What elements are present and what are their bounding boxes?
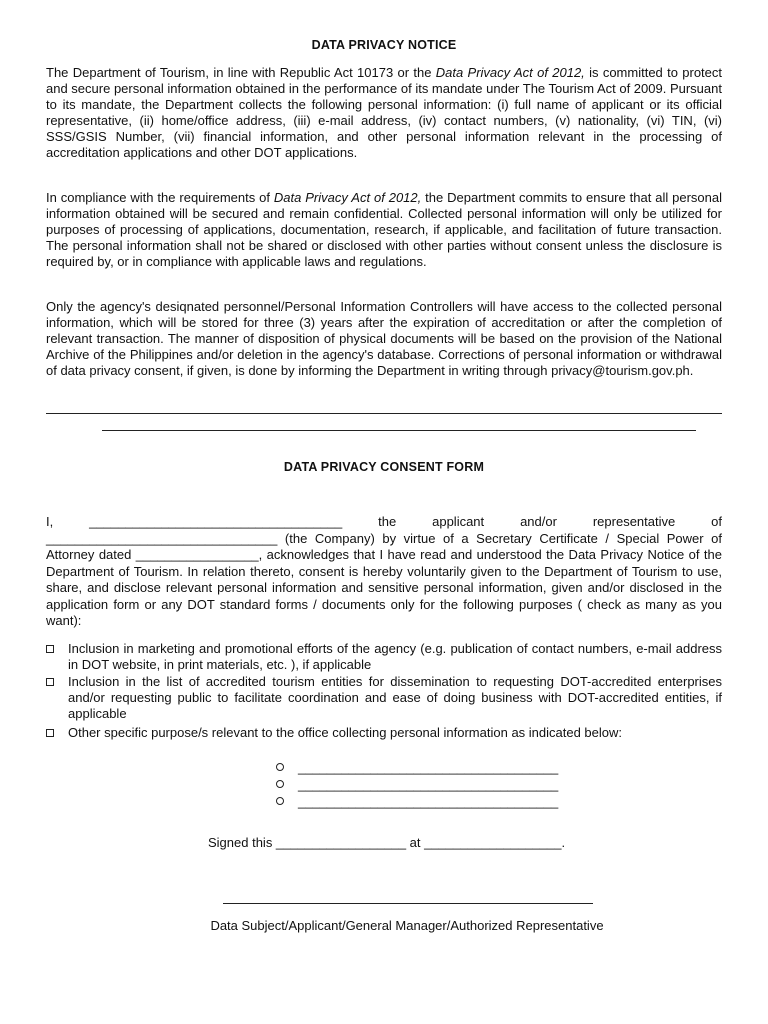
bullet-circle-icon <box>276 780 284 788</box>
signed-date-place[interactable]: Signed this __________________ at ___________________. <box>208 835 566 850</box>
purpose-option-3[interactable] <box>46 725 722 743</box>
blank-line: ____________________________________ <box>298 777 559 792</box>
purpose-option-3-label: Other specific purpose/s relevant to the office collecting personal information as indicated below: <box>68 725 623 740</box>
bullet-circle-icon <box>276 763 284 771</box>
checkbox-icon[interactable] <box>46 729 54 737</box>
notice-paragraph-2 <box>46 190 722 270</box>
other-purpose-line-2[interactable] <box>276 777 558 793</box>
consent-body: I, ___________________________________ the applicant and/or representative of ________________________________ (the Company) by virtue of a Secretary Certificate / Special Power of Attorney dated _________________, acknowledges that I have read and understood the Data Privacy Notice of the Department of Tourism. In relation thereto, consent is hereby voluntarily given to the Department of Tourism to use, share, and disclose relevant personal information and sensitive personal information, given and/or disclosed in the application form or any DOT standard forms / documents only for the following purposes ( check as many as you want): <box>46 514 722 628</box>
notice-paragraph-1 <box>46 65 722 160</box>
act-name: Data Privacy Act of 2012, <box>435 65 585 80</box>
blank-line: ____________________________________ <box>298 794 559 809</box>
p1-end: is committed to protect and secure personal information obtained in the performance of its mandate under The Tourism Act of 2009. Pursuant to its mandate, the Department collects the following personal information: (i) full name of applicant or its official representative, (ii) home/office address, (iii) e-mail address, (iv) contact numbers, (v) nationality, (vi) TIN, (vi) SSS/GSIS Number, (vii) financial information, and other personal information relevant in the processing of accreditation applications and other DOT applications. <box>46 65 722 160</box>
notice-paragraph-3: Only the agency's desiqnated personnel/Personal Information Controllers will have access to the collected personal information, which will be stored for three (3) years after the expiration of accreditation or after the completion of relevant transaction. The manner of disposition of physical documents will be based on the provision of the National Archive of the Philippines and/or deletion in the agency's database. Corrections of personal information or withdrawal of data privacy consent, if given, is done by informing the Department in writing through privacy@tourism.gov.ph. <box>46 299 722 378</box>
purpose-option-2[interactable] <box>46 674 722 724</box>
purpose-option-1-label: Inclusion in marketing and promotional efforts of the agency (e.g. publication of contact numbers, e-mail address in DOT website, in print materials, etc. ), if applicable <box>68 641 722 673</box>
checkbox-icon[interactable] <box>46 678 54 686</box>
divider-rule-short <box>102 430 696 431</box>
p2-start: In compliance with the requirements of <box>46 190 274 205</box>
p2-end: the Department commits to ensure that all personal information obtained will be secured and remain confidential. Collected personal information will only be utilized for purposes of processing of applications, documentation, research, if applicable, and facilitation of future transaction. The personal information shall not be shared or disclosed with other parties without consent unless the disclosure is required by, or in compliance with applicable laws and regulations. <box>46 190 722 269</box>
other-purpose-line-3[interactable] <box>276 794 558 810</box>
blank-line: ____________________________________ <box>298 760 559 775</box>
purpose-option-2-label: Inclusion in the list of accredited tourism entities for dissemination to requesting DOT-accredited enterprises and/or requesting public to facilitate coordination and ease of doing business with DOT-accredited entities, if applicable <box>68 674 722 722</box>
signature-caption: Data Subject/Applicant/General Manager/Authorized Representative <box>210 918 604 933</box>
other-purpose-line-1[interactable] <box>276 760 558 776</box>
signature-line[interactable] <box>223 903 593 904</box>
checkbox-icon[interactable] <box>46 645 54 653</box>
consent-title: DATA PRIVACY CONSENT FORM <box>283 460 485 474</box>
divider-rule <box>46 413 722 414</box>
purpose-option-1[interactable] <box>46 641 722 675</box>
bullet-circle-icon <box>276 797 284 805</box>
p1-start: The Department of Tourism, in line with Republic Act 10173 or the <box>46 65 436 80</box>
notice-title: DATA PRIVACY NOTICE <box>311 38 457 52</box>
act-name-2: Data Privacy Act of 2012, <box>273 190 422 205</box>
